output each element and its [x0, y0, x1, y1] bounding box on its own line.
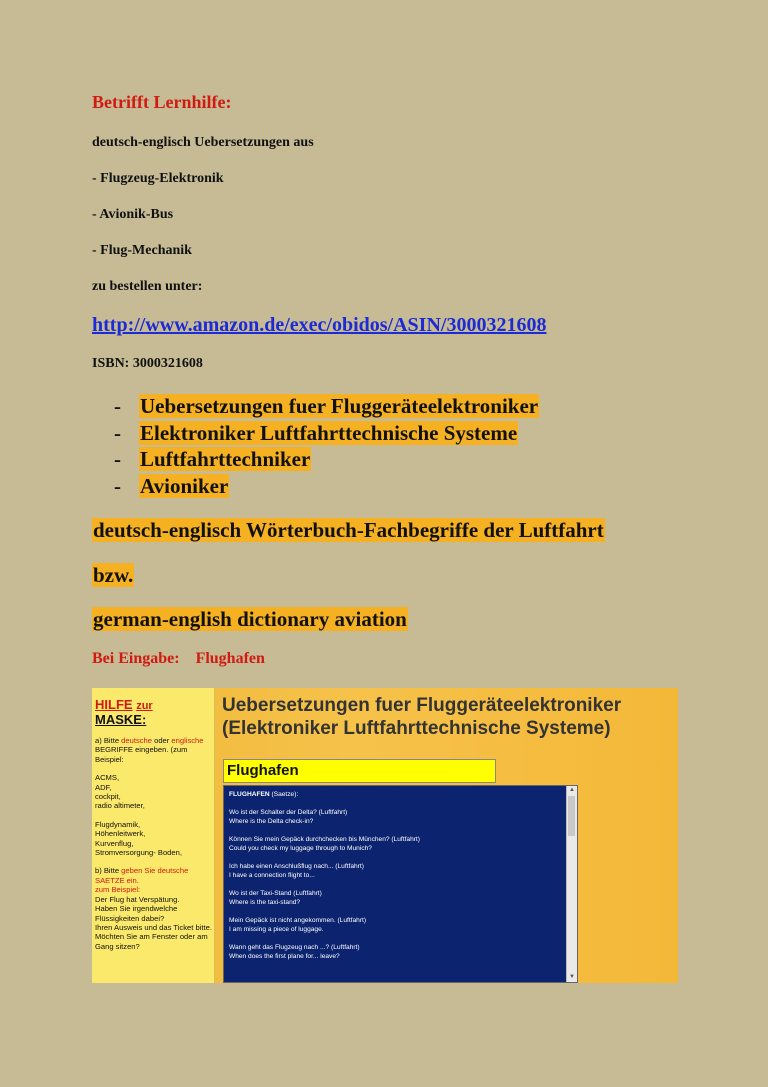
app-title: Uebersetzungen fuer Fluggeräteelektroniker (Elektroniker Luftfahrttechnische Systeme): [222, 695, 622, 739]
topic-item: - Flug-Mechanik: [92, 243, 192, 258]
intro-text: deutsch-englisch Uebersetzungen aus: [92, 135, 314, 150]
help-panel: [92, 688, 215, 983]
input-example: [92, 650, 265, 668]
profession-list: [114, 393, 539, 499]
results-scrollbar[interactable]: [566, 786, 577, 982]
amazon-link[interactable]: http://www.amazon.de/exec/obidos/ASIN/3000321608: [92, 314, 547, 336]
result-item: Ich habe einen Anschlußflug nach... (Luftfahrt) I have a connection flight to...: [229, 863, 364, 879]
help-sentences: Der Flug hat Verspätung. Haben Sie irgendwelche Flüssigkeiten dabei? Ihren Ausweis und das Ticket bitte. Möchten Sie am Fenster oder am Gang sitzen?: [95, 894, 212, 951]
profession-item: - Uebersetzungen fuer Fluggeräteelektroniker: [114, 394, 539, 418]
result-item: Können Sie mein Gepäck durchchecken bis München? (Luftfahrt) Could you check my luggage through to Munich?: [229, 836, 420, 852]
results-header: FLUGHAFEN (Saetze):: [229, 791, 299, 798]
help-examples: ACMS, ADF, cockpit, radio altimeter,: [95, 773, 145, 811]
result-item: Mein Gepäck ist nicht angekommen. (Luftfahrt) I am missing a piece of luggage.: [229, 917, 367, 933]
scroll-up-arrow-icon[interactable]: ▲: [569, 787, 575, 793]
topic-item: - Avionik-Bus: [92, 207, 174, 222]
profession-item: - Luftfahrttechniker: [114, 447, 311, 471]
search-input[interactable]: Flughafen: [223, 759, 496, 783]
profession-item: - Avioniker: [114, 473, 229, 498]
input-value: Flughafen: [195, 650, 265, 667]
embedded-screenshot: [92, 688, 678, 983]
help-step-a: a) Bitte deutsche oder englische BEGRIFFE eingeben. (zum Beispiel:: [95, 736, 204, 764]
results-list[interactable]: [223, 785, 578, 983]
dictionary-en: german-english dictionary aviation: [93, 607, 407, 631]
input-label: Bei Eingabe:: [92, 650, 180, 667]
result-item: Wo ist der Schalter der Delta? (Luftfahrt) Where is the Delta check-in?: [229, 809, 348, 825]
result-item: Wo ist der Taxi-Stand (Luftfahrt) Where is the taxi-stand?: [229, 890, 322, 906]
scroll-down-arrow-icon[interactable]: ▼: [569, 974, 575, 980]
help-title: HILFE zur MASKE:: [95, 697, 153, 727]
result-item: Wann geht das Flugzeug nach ...? (Luftfahrt) When does the first plane for... leave?: [229, 944, 360, 960]
dictionary-de: deutsch-englisch Wörterbuch-Fachbegriffe der Luftfahrt: [93, 518, 604, 542]
help-examples: Flugdynamik, Höhenleitwerk, Kurvenflug, Stromversorgung- Boden,: [95, 819, 182, 858]
isbn: ISBN: 3000321608: [92, 356, 203, 371]
bzw-text: bzw.: [93, 563, 134, 587]
scroll-thumb[interactable]: [568, 796, 575, 836]
help-step-b: b) Bitte geben Sie deutsche SAETZE ein. zum Beispiel:: [95, 866, 189, 895]
order-label: zu bestellen unter:: [92, 279, 203, 294]
heading: Betrifft Lernhilfe:: [92, 92, 232, 112]
topic-item: - Flugzeug-Elektronik: [92, 171, 224, 186]
help-body: [95, 736, 213, 951]
profession-item: - Elektroniker Luftfahrttechnische Systeme: [114, 420, 518, 445]
